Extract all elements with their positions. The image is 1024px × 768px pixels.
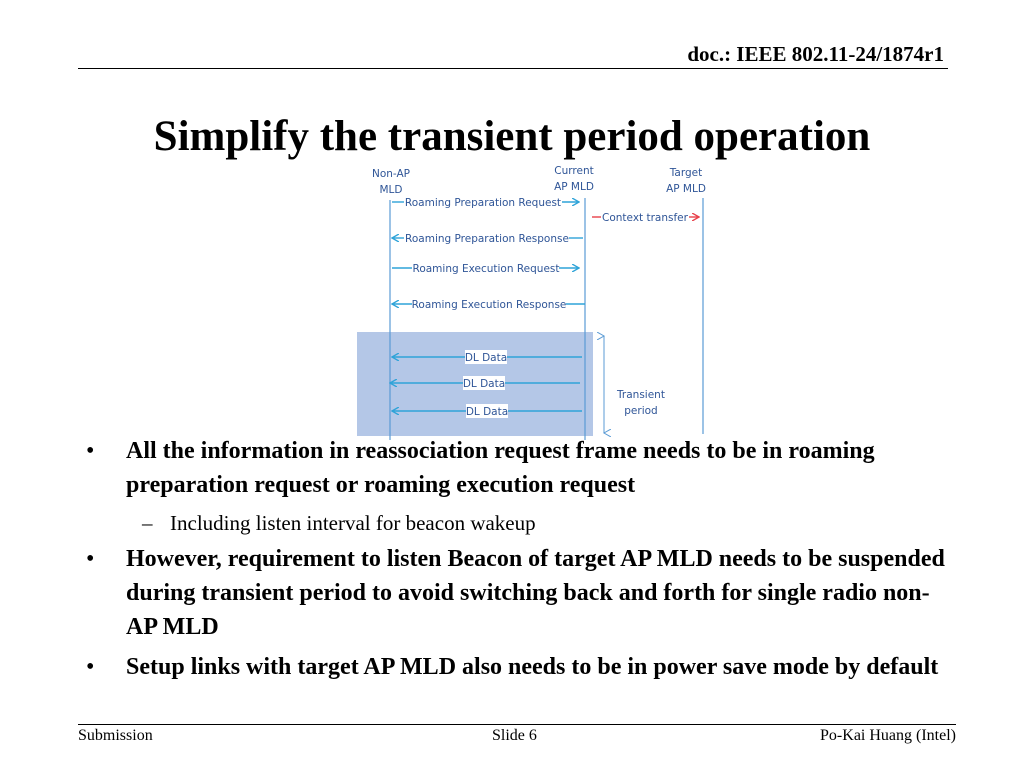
entity-non-ap-mld-label-2: MLD [379, 184, 403, 196]
entity-target-ap-label-1: Target [669, 167, 703, 179]
bullet-text: All the information in reassociation request frame needs to be in roaming preparation request or roaming execution request [126, 438, 875, 498]
bullet-text: Setup links with target AP MLD also needs to be in power save mode by default [126, 654, 939, 680]
exec-request-label: Roaming Execution Request [412, 263, 560, 275]
doc-id: doc.: IEEE 802.11-24/1874r1 [687, 42, 944, 66]
sub-bullet-marker: – [142, 511, 153, 535]
prep-response-label: Roaming Preparation Response [405, 233, 569, 245]
entity-current-ap-label-1: Current [554, 165, 594, 177]
footer-submission: Submission [78, 727, 153, 744]
bullet-marker: • [86, 654, 95, 680]
bullet-item [80, 434, 960, 502]
sub-bullet-text: Including listen interval for beacon wakeup [170, 511, 536, 535]
dl-data-label-2: DL Data [462, 378, 506, 390]
bullet-marker: • [86, 438, 95, 464]
dl-data-label-1: DL Data [464, 352, 508, 364]
context-transfer-label: Context transfer [602, 212, 688, 224]
prep-request-label: Roaming Preparation Request [404, 197, 562, 209]
bullet-list [80, 434, 960, 690]
bullet-item [80, 650, 960, 684]
transient-period-label-1: Transient [617, 389, 665, 401]
exec-response-label: Roaming Execution Response [411, 299, 567, 311]
footer-slide-number: Slide 6 [492, 727, 537, 744]
dl-data-label-3: DL Data [465, 406, 509, 418]
transient-period-label-2: period [624, 405, 658, 417]
entity-current-ap-label-2: AP MLD [554, 181, 594, 193]
sub-bullet-item [80, 508, 960, 538]
bullet-item [80, 542, 960, 644]
entity-non-ap-mld-label-1: Non-AP [371, 168, 411, 180]
footer-rule [78, 724, 956, 725]
slide-title: Simplify the transient period operation [153, 113, 871, 160]
bullet-text: However, requirement to listen Beacon of target AP MLD needs to be suspended during transient period to avoid switching back and forth for single radio non-AP MLD [126, 546, 945, 640]
entity-target-ap-label-2: AP MLD [666, 183, 706, 195]
footer-author: Po-Kai Huang (Intel) [820, 727, 956, 744]
bullet-marker: • [86, 546, 95, 572]
